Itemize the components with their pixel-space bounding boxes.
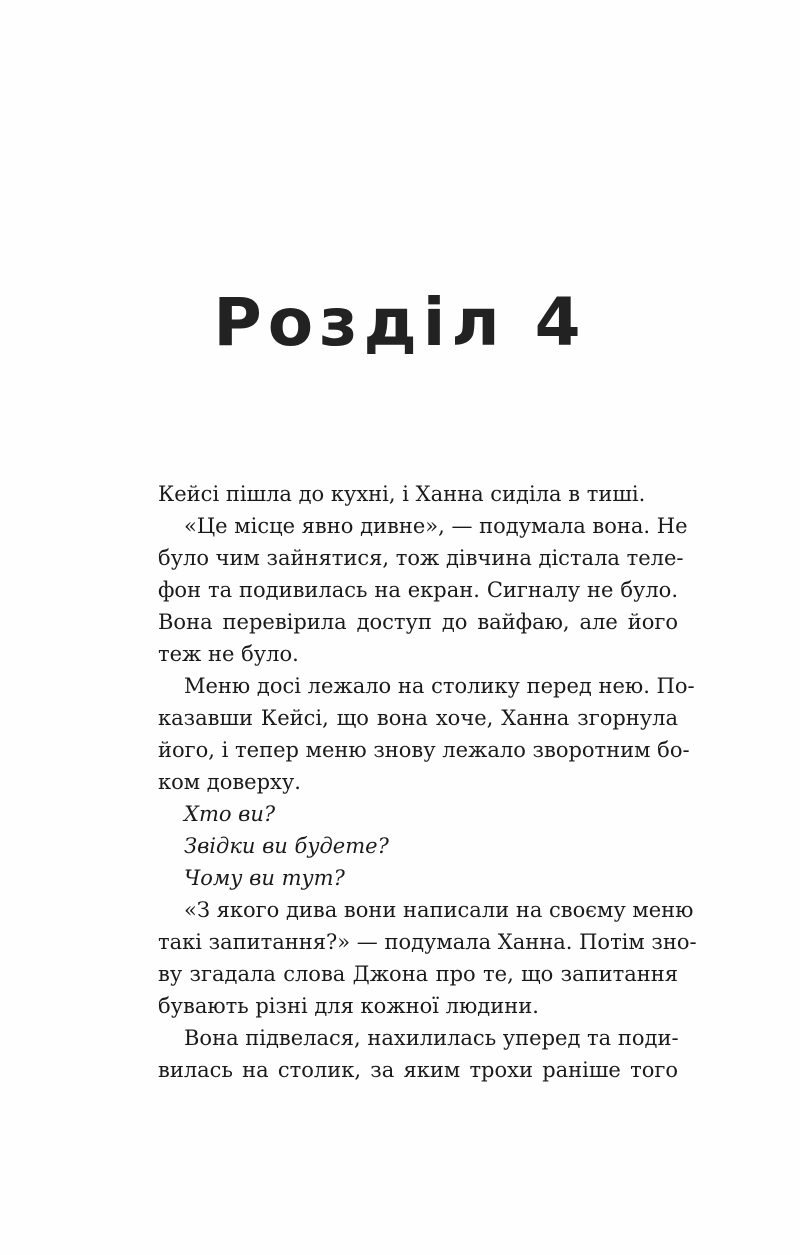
chapter-title: Розділ 4 (213, 284, 587, 361)
text-line: ву згадала слова Джона про те, що запитання (158, 962, 678, 986)
text-line: «З якого дива вони написали на своєму меню (184, 898, 694, 922)
text-line: його, і тепер меню знову лежало зворотним бо- (158, 738, 690, 762)
text-line: Вона перевірила доступ до вайфаю, але його (158, 610, 678, 634)
text-line: Кейсі пішла до кухні, і Ханна сиділа в тиші. (158, 482, 646, 506)
text-line: такі запитання?» — подумала Ханна. Потім зно- (158, 930, 697, 954)
text-line: Меню досі лежало на столику перед нею. По- (184, 674, 695, 698)
question-line: Чому ви тут? (184, 866, 345, 890)
text-line: бувають різні для кожної людини. (158, 994, 539, 1018)
text-line: казавши Кейсі, що вона хоче, Ханна згорнула (158, 706, 678, 730)
question-line: Хто ви? (184, 802, 276, 826)
text-line: Вона підвелася, нахилилась уперед та поди- (184, 1026, 679, 1050)
text-line: «Це місце явно дивне», — подумала вона. Не (184, 514, 688, 538)
text-line: ком доверху. (158, 770, 301, 794)
question-line: Звідки ви будете? (184, 834, 389, 858)
text-line: теж не було. (158, 642, 299, 666)
text-line: фон та подивилась на екран. Сигналу не було. (158, 578, 678, 602)
text-line: було чим зайнятися, тож дівчина дістала теле- (158, 546, 684, 570)
chapter-body (158, 478, 697, 1086)
text-line: вилась на столик, за яким трохи раніше того (158, 1058, 678, 1082)
